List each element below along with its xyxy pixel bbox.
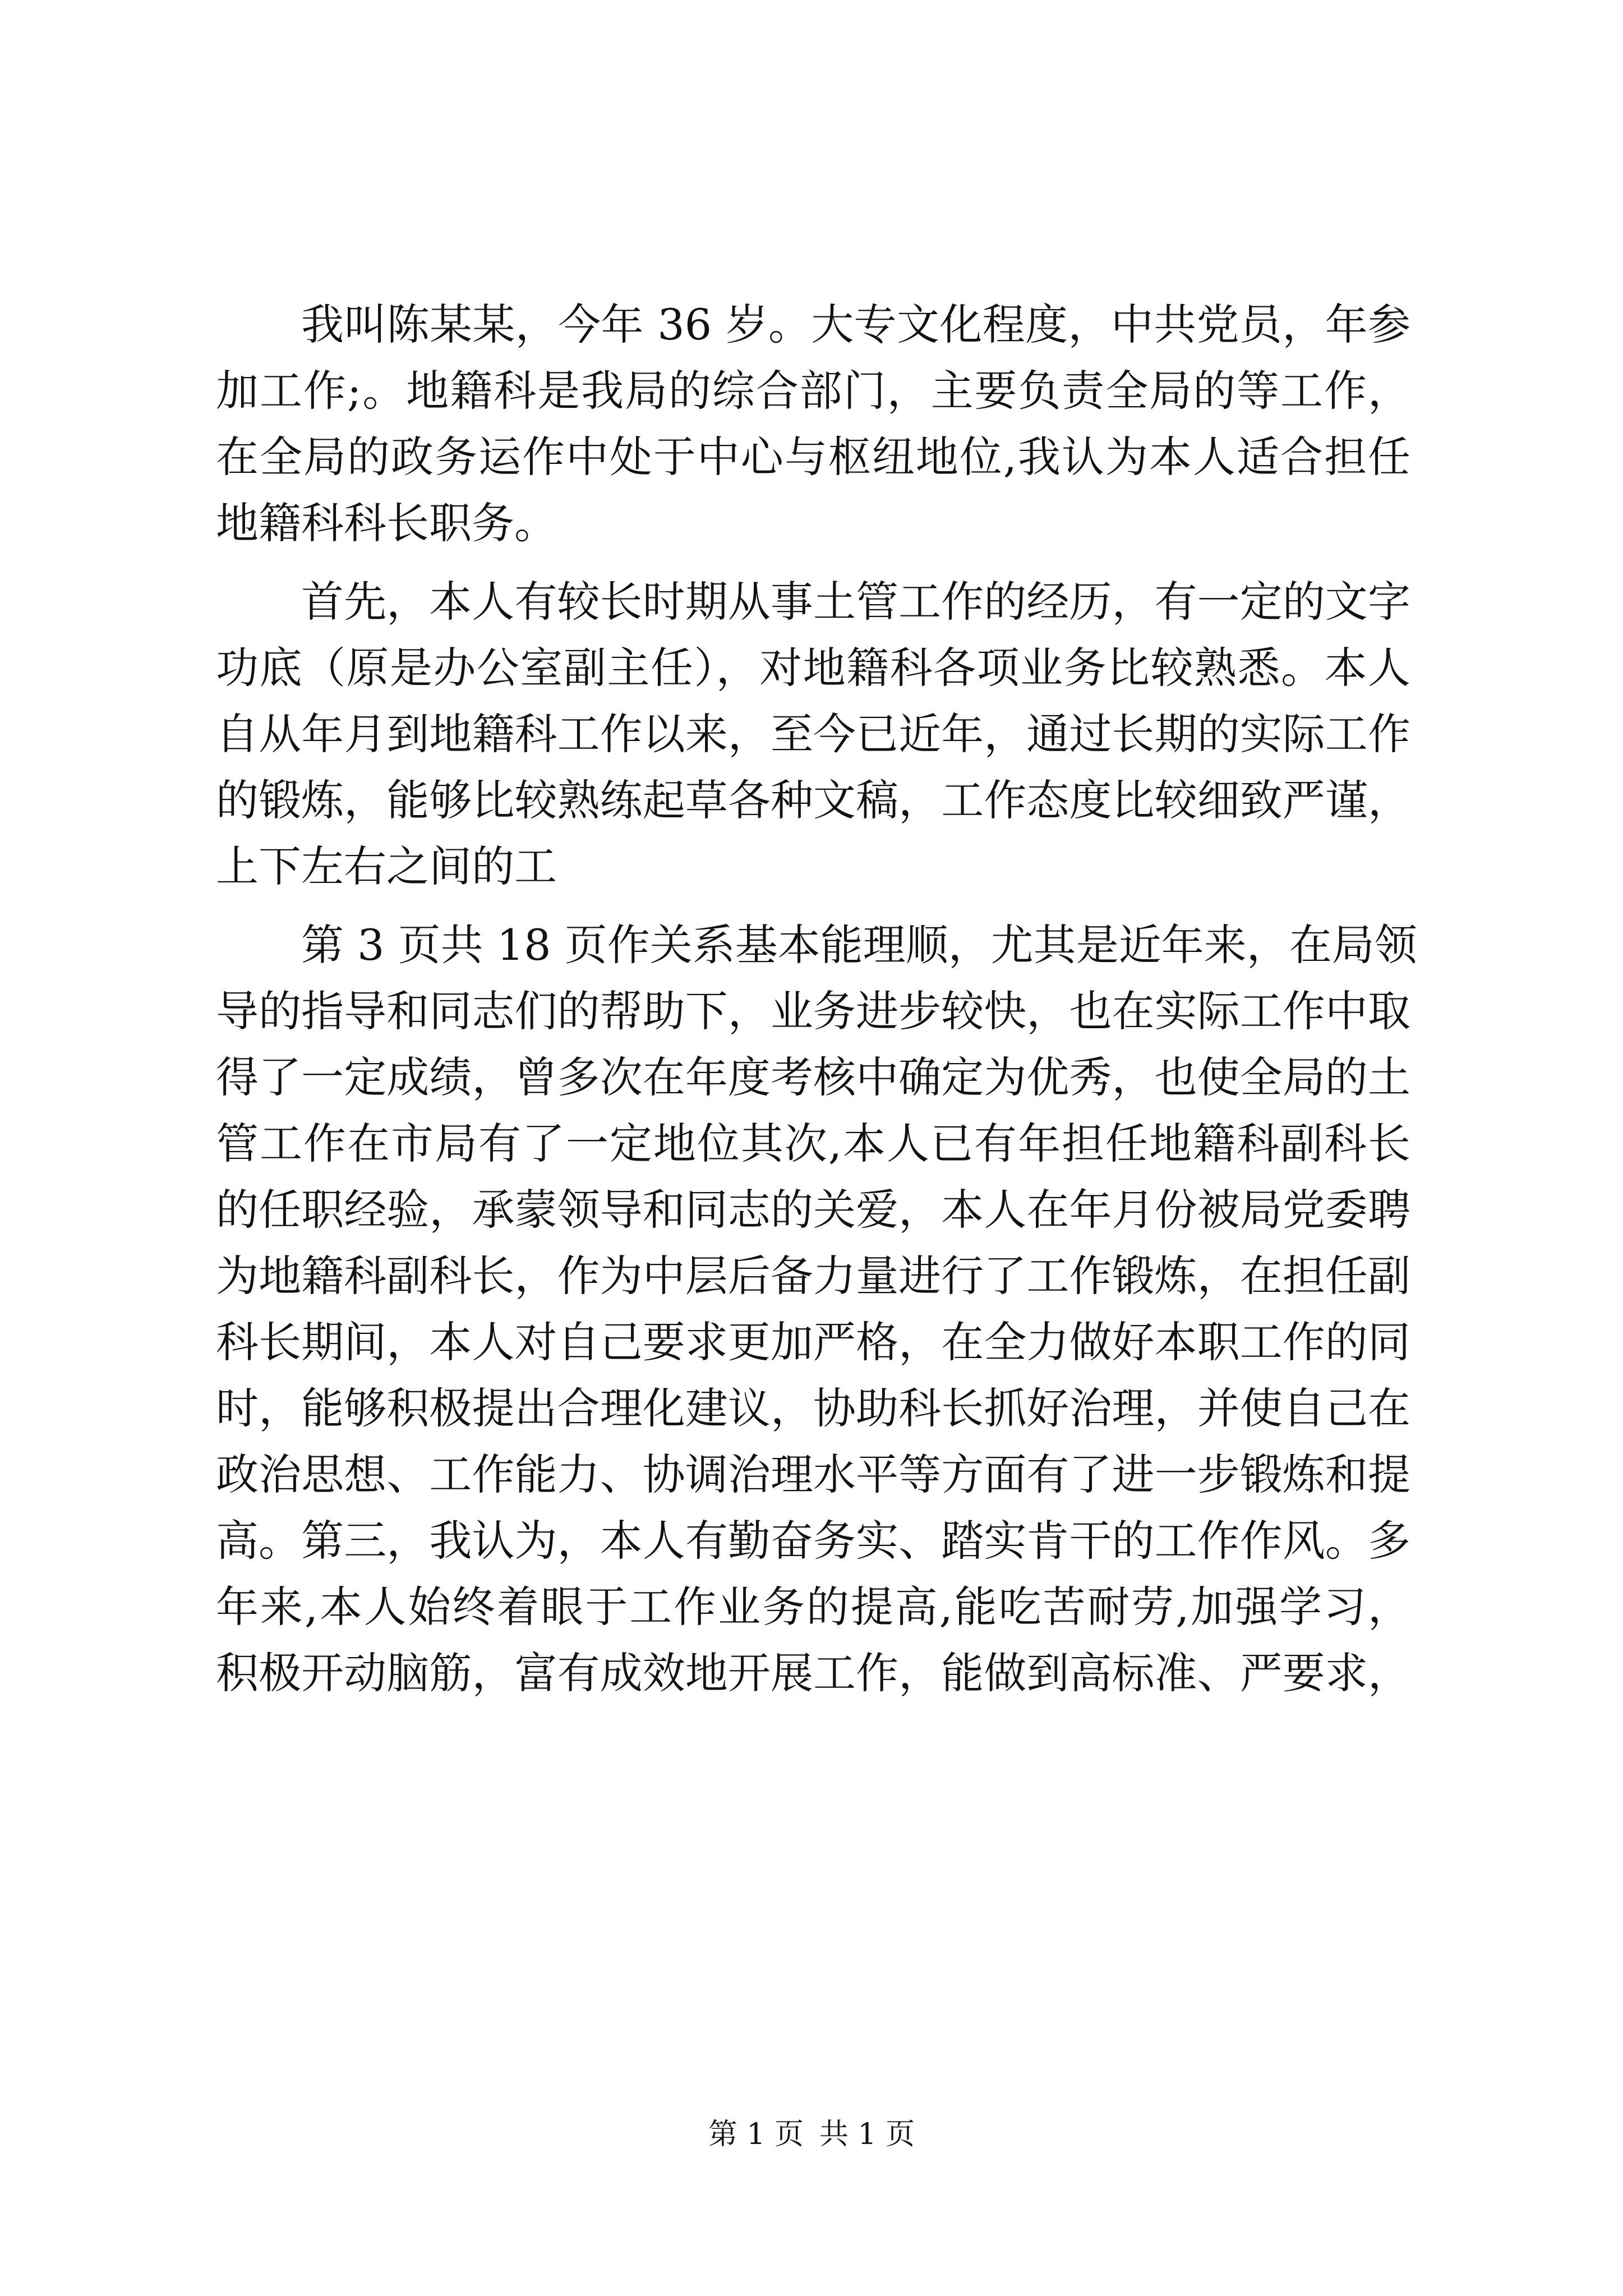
text-line: 上下左右之间的工 [216,841,557,891]
text-line: 第 3 页共 18 页作关系基本能理顺，尤其是近年来，在局领 [301,920,1417,970]
text-line: 积极开动脑筋，富有成效地开展工作，能做到高标准、严要求， [216,1648,1410,1698]
page-footer [0,2115,1623,2154]
text-line: 得了一定成绩，曾多次在年度考核中确定为优秀，也使全局的土 [216,1052,1410,1102]
page-total: 共 1 页 [819,2118,915,2151]
text-line: 管工作在市局有了一定地位其次,本人已有年担任地籍科副科长 [216,1119,1410,1168]
document-body [216,292,1417,1706]
paragraph-3 [216,912,1417,1706]
paragraph-gap [216,900,1410,912]
text-line: 导的指导和同志们的帮助下，业务进步较快，也在实际工作中取 [216,986,1410,1036]
text-line: 的任职经验，承蒙领导和同志的关爱，本人在年月份被局党委聘 [216,1185,1410,1235]
text-line: 政治思想、工作能力、协调治理水平等方面有了进一步锻炼和提 [216,1450,1410,1499]
text-line: 我叫陈某某，今年 36 岁。大专文化程度，中共党员，年参 [301,300,1410,349]
text-line: 的锻炼，能够比较熟练起草各种文稿，工作态度比较细致严谨， [216,775,1410,825]
text-line: 自从年月到地籍科工作以来，至今已近年，通过长期的实际工作 [216,709,1410,759]
text-line: 高。第三，我认为，本人有勤奋务实、踏实肯干的工作作风。多 [216,1516,1410,1566]
text-line: 为地籍科副科长，作为中层后备力量进行了工作锻炼，在担任副 [216,1251,1410,1301]
text-line: 加工作;。地籍科是我局的综合部门，主要负责全局的等工作， [216,366,1410,416]
text-line: 科长期间，本人对自己要求更加严格，在全力做好本职工作的同 [216,1317,1410,1367]
text-line: 首先，本人有较长时期从事土管工作的经历，有一定的文字 [301,577,1410,627]
paragraph-gap [216,556,1410,569]
text-line: 功底（原是办公室副主任），对地籍科各项业务比较熟悉。本人 [216,643,1410,693]
text-line: 年来,本人始终着眼于工作业务的提高,能吃苦耐劳,加强学习， [216,1582,1410,1632]
paragraph-1 [216,292,1410,556]
paragraph-2 [216,569,1410,900]
text-line: 地籍科科长职务。 [216,498,557,548]
text-line: 在全局的政务运作中处于中心与枢纽地位,我认为本人适合担任 [216,432,1410,482]
page-number: 第 1 页 [708,2118,804,2151]
text-line: 时，能够积极提出合理化建议，协助科长抓好治理，并使自己在 [216,1383,1410,1433]
